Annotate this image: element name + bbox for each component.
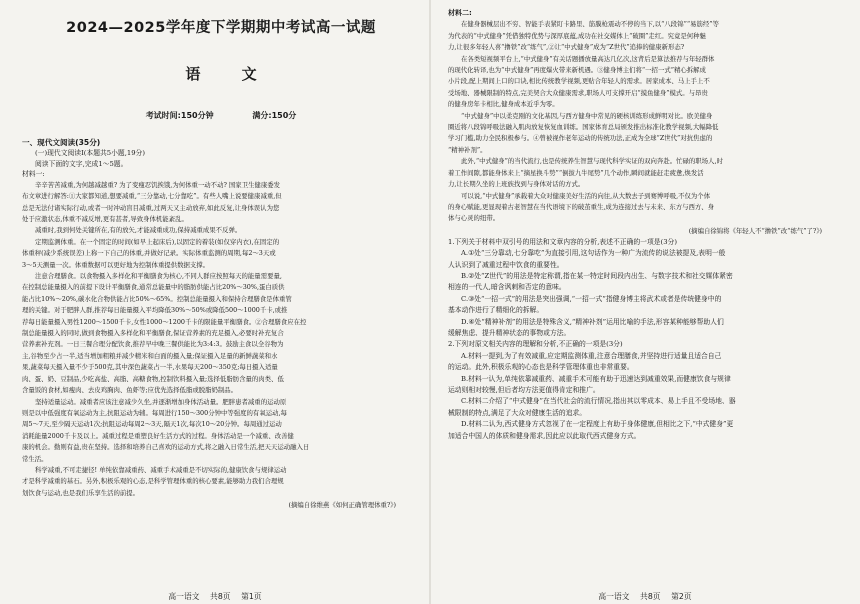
option-line-cont: 基本动作进行了精细化的拆解。 [448,306,544,315]
question-1: 1.下列关于材料中双引号的用法和文章内容的分析,表述不正确的一项是(3分) [448,237,677,246]
footer-subject: 高一语文 [168,592,200,601]
material-two-body [448,19,846,224]
footer-page: 第2页 [671,592,692,601]
text-line: 为代表的“中式健身”凭借独特优势与深厚底蕴,成功在社交媒体上“破圈”走红。究竟是何种魅 [448,31,706,40]
text-line: 的现代化转译,也为“中式健身”再度爆火带来新机遇。③健身博主们将“一招一式”精心拆解成 [448,66,706,75]
text-line: 在健身器械层出不穷、智能手表紧盯卡路里、筋膜枪震动不停的当下,以“八段锦”“易筋经”等 [461,20,719,29]
text-line: 消耗能量2000千卡及以上。减重过程是重塑良好生活方式的过程。身体活动是一个减重、改善健 [22,431,294,440]
option-line: A.材料一提到,为了有效减重,应定期监测体重,注意合理膳食,并坚持进行适量且适合自己 [461,351,722,360]
text-line: “中式健身”中以柔克刚的文化基因,与西方健身中常见的硬核训练形成鲜明对比。欧美健身 [461,111,713,120]
text-line: 辛辛苦苦减重,为何越减越重? 为了变瘦忍饥挨饿,为何体重一动不动? 国家卫生健康委发 [35,180,281,189]
option-line: C.材料二介绍了“中式健身”在当代社会的流行情况,指出其以零成本、易上手且不受场地、器 [461,397,736,406]
footer-total: 共8页 [210,592,231,601]
text-line: 着工作间隙,都能身体来上“摘星换斗势”“倒拔九牛尾势”几个动作,瞬间就能赶走疲惫,焕发活 [448,168,704,177]
option-line-cont: 相连的一代人,暗含讽刺和否定的意味。 [448,283,566,292]
text-line: 的身心赋能,更显现着古老智慧在当代语境下的破茧重生,成为连接过去与未来、东方与西方、身 [448,202,715,211]
option-line: B.材料一认为,单纯依靠减重药、减重手术可能有助于迅速达到减重效果,而健康饮食与规律 [461,374,731,383]
text-line: 力,让很多年轻人喜“撸铁”改“练气”,②让“中式健身”成为“Z世代”追捧的健康新形态? [448,43,685,52]
text-line: 体重秤(减少系统误差)上称一下自己的体重,并做好记录。实际体重监测的周期,每2～3天或 [22,249,276,258]
option-line: D.材料二认为,西式健身方式忽视了在一定程度上有助于身体健康,但相比之下,“中式健身”更 [461,420,734,429]
text-line: 康的机会。勤则有益,贵在坚持。选择和培养自己喜欢的运动方式,将之融入日常生活,把天天运动融入日 [22,443,310,452]
text-line: 理的关键。对于肥胖人群,推荐每日能量摄入平均降低30%～50%或降低500～1000千卡,或推 [22,306,288,315]
text-line: 受场地、器械限制的特点,完美契合大众健康需求,职场人可支撑开启“摸鱼健身”模式。与昂贵 [448,88,708,97]
option-line-cont: 的运动。此外,积极乐观的心态也是科学管理体重也非常重要。 [448,363,634,372]
text-line: 处于应激状态,体重不减反增,更有甚者,导致身体机能紊乱。 [22,215,188,223]
section-heading: 一、现代文阅读(35分) [22,138,101,147]
text-line: 果,蔬菜每天摄入量不少于500克,其中深色蔬菜占一半,水果每天200～350克;每日摄入适量 [22,363,278,372]
page-footer-left [0,591,430,602]
text-line: 此外,“中式健身”的当代流行,也是传统养生智慧与现代科学实证的双向奔赴。忙碌的职场人,时 [461,157,723,166]
intro-line: (一)现代文阅读Ⅰ(本题共5小题,19分) [35,149,145,157]
text-line: 在控制总能量摄入的前提下设计平衡膳食,通常总能量中的脂肪供能占比20%～30%,蛋白质供 [22,283,285,292]
option-line: D.④处“精神补剂”的用法是特殊含义,“精神补剂”运用比喻的手法,形容某种能够帮助人们 [461,317,724,326]
question-2: 2.下列对原文相关内容的理解和分析,不正确的一项是(3分) [448,340,623,349]
text-line: 圈近将八段锦呼吸法融入肌肉放复恢复血训练。国家体育总局颁发推出标准化教学视频,大幅降低 [448,123,719,132]
text-line: “精神补剂”。 [448,145,487,154]
intro-block [22,148,420,180]
footer-total: 共8页 [640,592,661,601]
text-line: 才是科学减重的基石。另外,积极乐观的心态,是科学管理体重的核心要素,能够助力我们合理规 [22,477,284,486]
text-line: 科学减重,不可走捷径! 单纯依靠减重药、减重手术减重是不切实际的,健康饮食与规律运动 [35,465,287,474]
exam-meta [22,110,420,121]
option-line-cont: 缓解焦虑、提升精神状态的事物或方法。 [448,328,571,337]
intro-line: 材料一: [22,170,45,179]
exam-score: 满分:150分 [252,111,297,120]
option-line-cont: 运动则相对较慢,但后者均方法更值得肯定和推广。 [448,386,600,394]
exam-title: 2024—2025学年度下学期期中考试高一试题 [66,20,376,36]
page-right [430,0,860,604]
text-line: 总是无法付诸实际行动,或者一时冲动盲目减重,过两天又主动放弃,如此反复,让身体误认为您 [22,203,280,212]
option-line-cont: 人认识到了减重过程中饮食的重要性。 [448,260,564,269]
option-line: C.③处“一招一式”的用法是突出强调,“一招一式”指健身博主将武术或者是传统健身中的 [461,294,722,303]
text-line: 减重时,我到何处关键所在,有的放矢,才能减重成功,保持减重成果不反弹。 [35,226,242,235]
text-line: 体与心灵的纽带。 [448,214,500,223]
text-line: 力,让长期久坐的上班族找到与身体对话的方式。 [448,180,585,189]
material-two-heading: 材料二: [448,9,472,17]
text-line: 布文章进行解答:①大家都知道,想要减重,“三分靠动,七分靠吃”。有些人嘴上说要健康减重,但 [22,192,282,201]
text-line: 则是以中低强度有氧运动为主,抗阻运动为辅。每周进行150～300分钟中等强度的有氧运动,每 [22,408,287,417]
text-line: 周5～7天,至少隔天运动1次;抗阻运动每周2～3天,隔天1次,每次10～20分钟。每周通过运动 [22,420,282,429]
option-line: B.②处“Z世代”的用法是特定称谓,指在某一特定时间段内出生、与数字技术和社交媒体紧密 [461,271,733,280]
text-line: 学习门槛,助力全民积极参与。④曾被视作老年运动的传统功法,正成为全球“Z世代”对抗焦虑的 [448,134,713,143]
text-line: 能占比10%～20%,碳水化合物供能占比50%～65%。控制总能量摄入和保持合理膳食是体重管 [22,294,292,303]
text-line: 主,谷物至少占一半,适当增加粗粮并减少精米和白面的摄入量;保证摄入足量的新鲜蔬菜和水 [22,351,278,360]
text-line: 制总能量摄入的同时,做到食物摄入多样化和平衡膳食,保证营养素的充足摄入,必要时补充复合 [22,329,284,338]
option-line-cont: 加适合中国人的体质和健身需求,因此应以此取代西式健身方式。 [448,431,641,440]
text-line: 荐每日能量摄入男性1200～1500千卡,女性1000～1200千卡的限能量平衡膳食。②合理膳食应在控 [22,317,307,326]
text-line: 3～5天测量一次。体重数据可以更好地为控制体重提供数据支撑。 [22,260,210,269]
option-line-cont: 械限制的特点,满足了大众对健康生活的追求。 [448,408,587,417]
question-1-options [448,248,846,339]
intro-line: 阅读下面的文字,完成1～5题。 [35,159,128,168]
text-line: 注意合理膳食。以食物摄入多样化和平衡膳食为核心,不同人群应按照每天的能量需要量, [35,272,282,281]
text-line: 坚持适量运动。减重者应该注意减少久坐,并逐渐增加身体活动量。肥胖患者减重的运动原 [35,397,287,406]
text-line: 常生活。 [22,454,48,463]
page-footer-right [430,591,860,602]
text-line: 可以说,“中式健身”承载着大众对健康美好生活的向往,从大数去子到赛博呼吸,不仅为个体 [461,191,711,200]
subject-title: 语 文 [185,65,275,83]
footer-page: 第1页 [241,592,262,601]
material-one-body [22,180,420,499]
text-line: 划饮食与运动,也是我们乐享生活的前提。 [22,488,140,497]
text-line: 营养素补充剂。一日三餐合理分配饮食,推荐早中晚三餐供能比为3:4:3。鼓励主食以全谷物为 [22,340,284,349]
text-line: 在各类短视频平台上,“中式健身”有关话题播放量高达几亿次,这背后是算法推荐与年轻群体 [461,54,715,63]
text-line: 含量饭的食材,如瘦肉、去皮鸡胸肉、鱼虾等;应优先选择低脂或脱脂奶制品。 [22,386,238,395]
question-2-options [448,351,846,442]
footer-subject: 高一语文 [598,592,630,601]
option-line: A.①处“三分靠动,七分靠吃”为直接引用,这句话作为一种广为流传的说法被提及,表明一般 [461,249,726,258]
source-note-2: (摘编自徐锦将《年轻人不“撸铁”改“练气”了?》) [688,226,822,235]
exam-time: 考试时间:150分钟 [145,111,214,120]
text-line: 定期监测体重。在一个固定的时间(如早上起床后),以固定的着装(如仅穿内衣),在固定的 [35,237,280,246]
source-note: (摘编自徐维燕《如何正确管理体重?》) [288,501,396,510]
text-line: 小片段,配上期间上口的口诀,相比传统教学视频,更贴合年轻人的需求。居家成本、马上手上不 [448,77,710,86]
text-line: 的健身房年卡相比,健身成本近乎为零。 [448,100,559,109]
text-line: 肉、蛋、奶、豆制品,少吃高盐、高脂、高糖食物,控制饮料摄入量;选择低脂肪含量的肉类、低 [22,374,284,383]
